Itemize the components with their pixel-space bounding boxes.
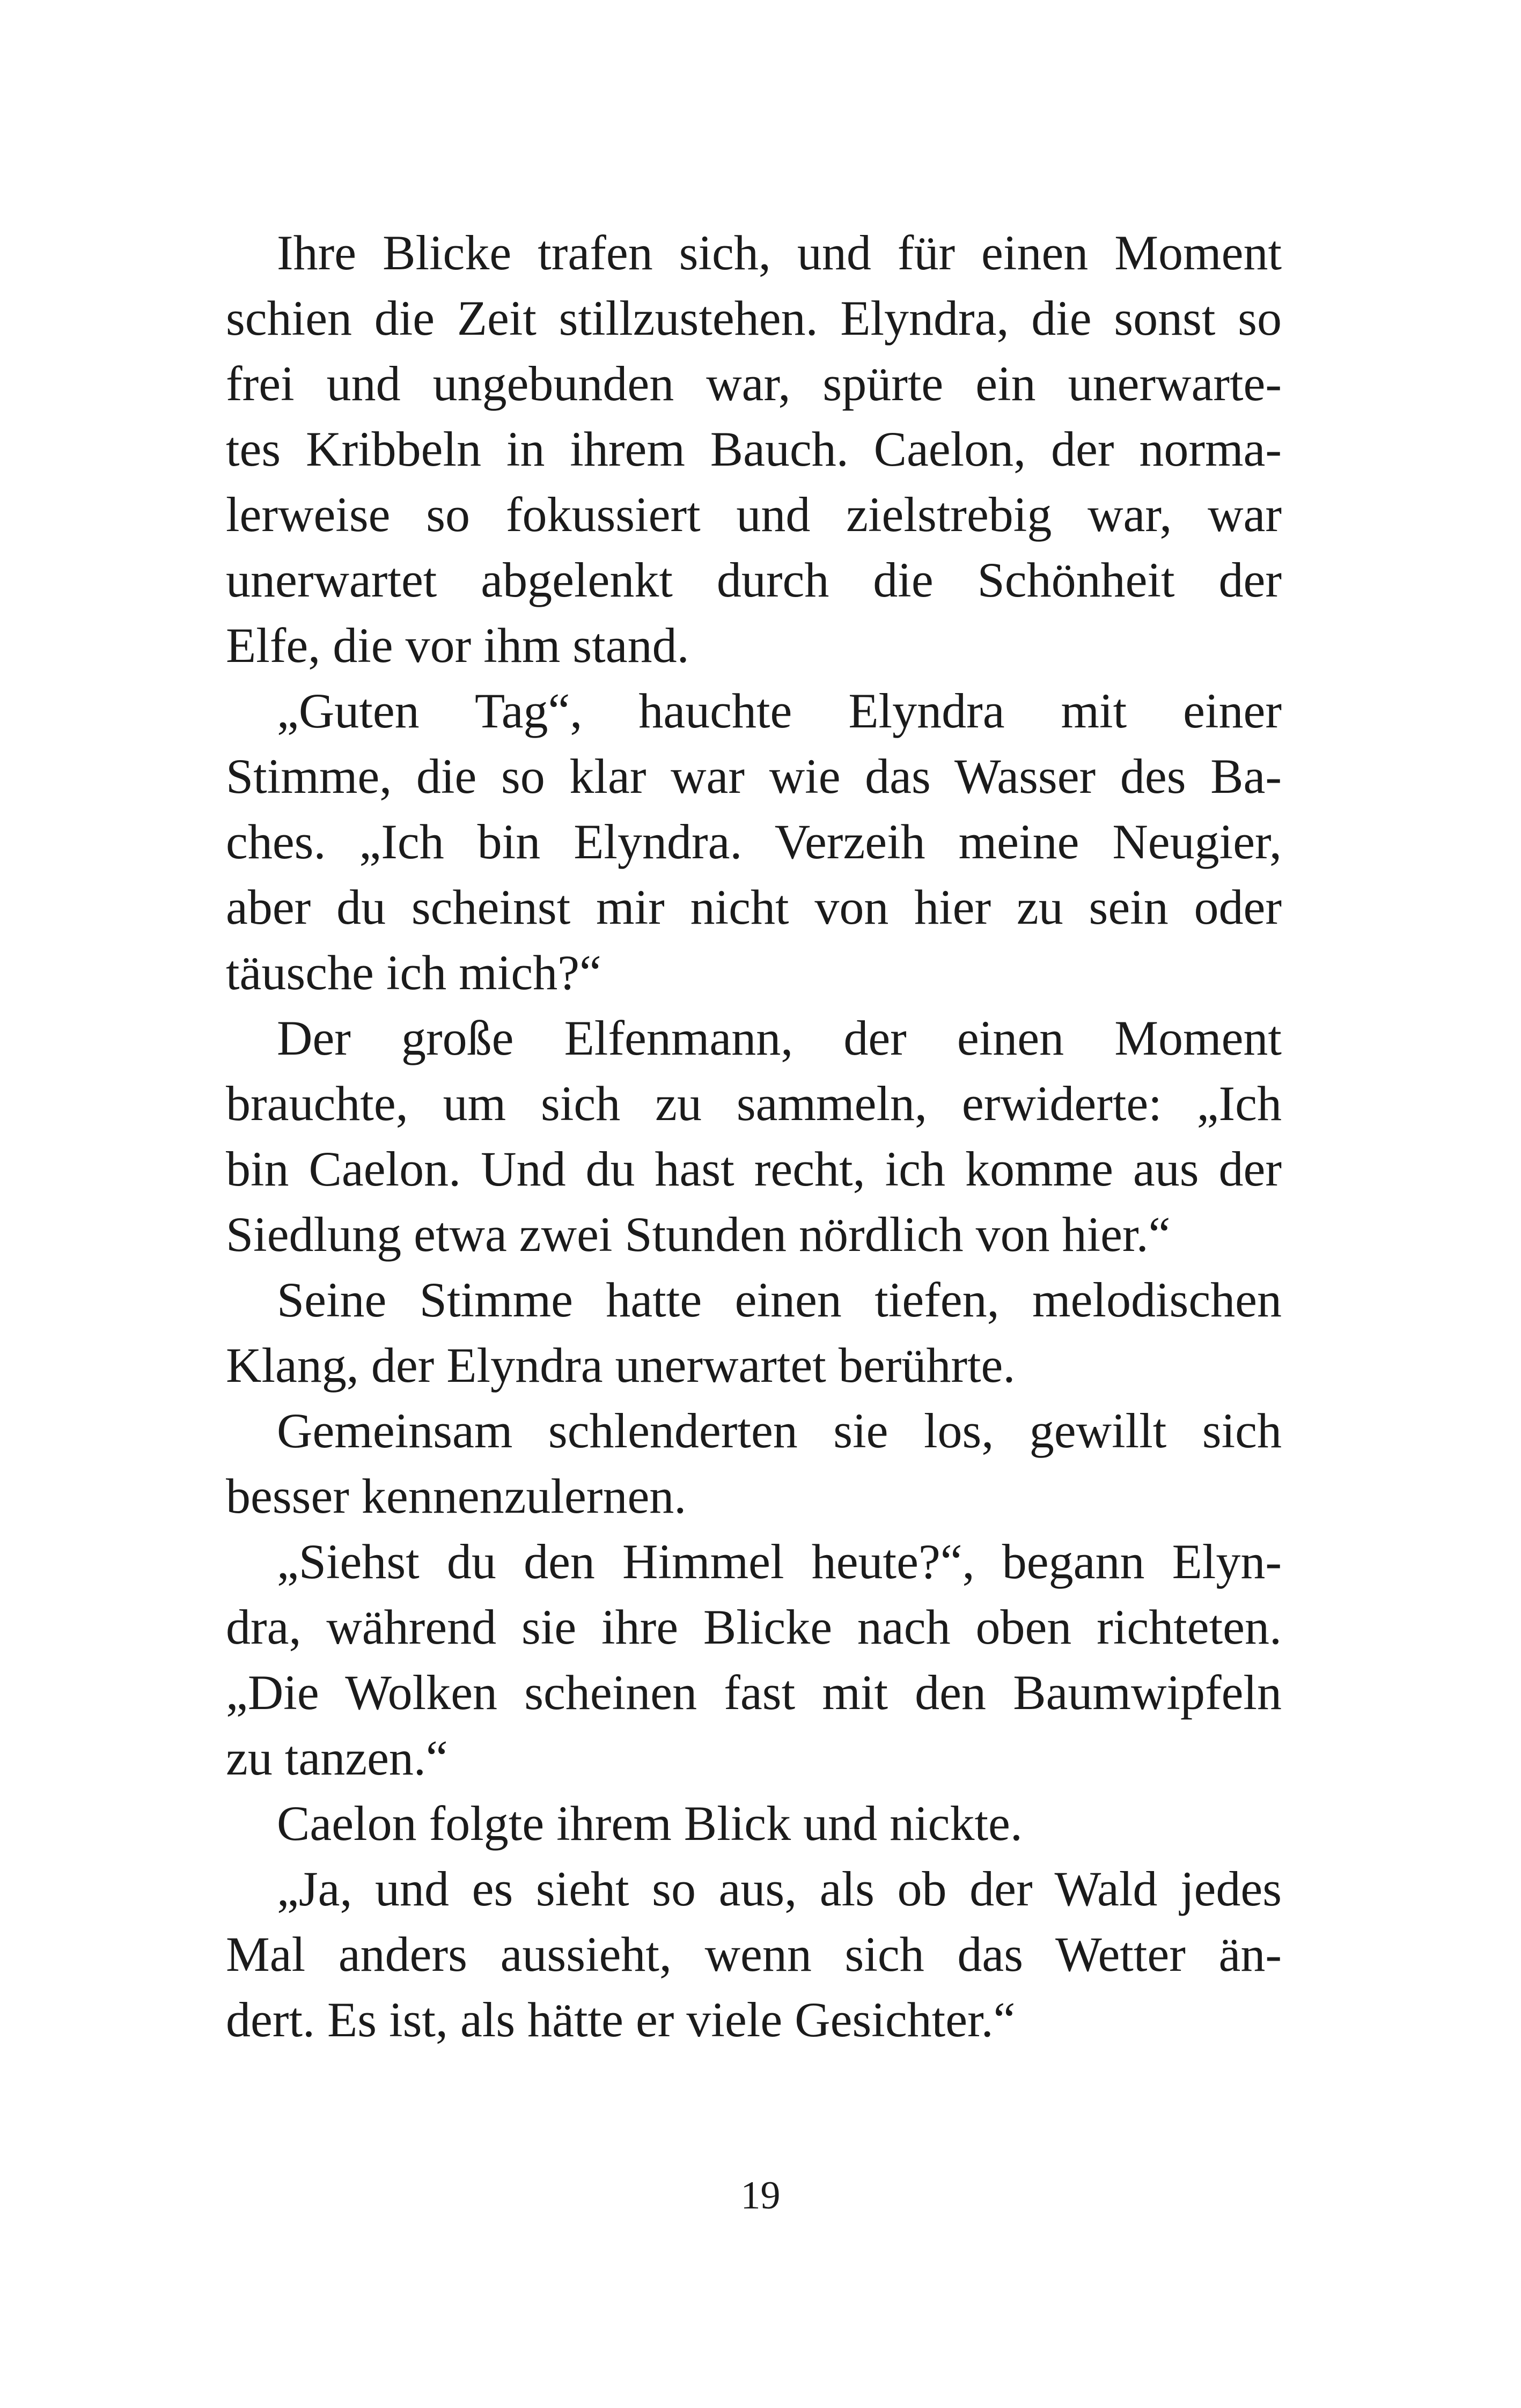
text-line: Der große Elfenmann, der einen Moment (277, 1011, 1282, 1065)
page-number: 19 (740, 2174, 781, 2218)
text-line: täusche ich mich?“ (226, 945, 601, 1000)
text-line: besser kennenzulernen. (226, 1469, 687, 1523)
paragraph (226, 1856, 1282, 2052)
text-line: „Ja, und es sieht so aus, als ob der Wald jedes (277, 1861, 1282, 1916)
text-line: dra, während sie ihre Blicke nach oben richteten. (226, 1600, 1282, 1654)
text-line: „Die Wolken scheinen fast mit den Baumwipfeln (226, 1665, 1282, 1720)
text-line: Elfe, die vor ihm stand. (226, 618, 689, 673)
paragraph (226, 1529, 1282, 1791)
paragraph (226, 678, 1282, 1005)
text-line: zu tanzen.“ (226, 1730, 448, 1785)
text-line: Caelon folgte ihrem Blick und nickte. (277, 1796, 1023, 1851)
paragraph (226, 1398, 1282, 1529)
text-line: „Guten Tag“, hauchte Elyndra mit einer (277, 683, 1282, 738)
text-line: Stimme, die so klar war wie das Wasser des Ba- (226, 749, 1282, 804)
text-line: Gemeinsam schlenderten sie los, gewillt sich (277, 1403, 1282, 1458)
text-line: schien die Zeit stillzustehen. Elyndra, die sonst so (226, 291, 1282, 345)
text-line: Siedlung etwa zwei Stunden nördlich von hier.“ (226, 1207, 1171, 1262)
paragraph (226, 1267, 1282, 1398)
text-line: Mal anders aussieht, wenn sich das Wetter än- (226, 1927, 1282, 1982)
text-line: ches. „Ich bin Elyndra. Verzeih meine Neugier, (226, 814, 1282, 869)
paragraph (226, 1005, 1282, 1267)
paragraph (226, 220, 1282, 678)
text-line: Ihre Blicke trafen sich, und für einen Moment (277, 225, 1282, 280)
paragraph (226, 1791, 1282, 1856)
text-line: frei und ungebunden war, spürte ein unerwarte- (226, 356, 1282, 411)
text-line: aber du scheinst mir nicht von hier zu sein oder (226, 880, 1282, 934)
text-line: „Siehst du den Himmel heute?“, begann Elyn- (277, 1534, 1282, 1589)
text-line: brauchte, um sich zu sammeln, erwiderte: „Ich (226, 1076, 1282, 1131)
text-line: bin Caelon. Und du hast recht, ich komme aus der (226, 1142, 1282, 1196)
text-line: lerweise so fokussiert und zielstrebig war, war (226, 487, 1282, 542)
text-line: unerwartet abgelenkt durch die Schönheit der (226, 553, 1282, 607)
text-line: tes Kribbeln in ihrem Bauch. Caelon, der norma- (226, 422, 1282, 476)
text-line: Klang, der Elyndra unerwartet berührte. (226, 1338, 1016, 1393)
text-line: Seine Stimme hatte einen tiefen, melodischen (277, 1272, 1282, 1327)
text-line: dert. Es ist, als hätte er viele Gesichter.“ (226, 1992, 1016, 2047)
body-text (226, 220, 1282, 2052)
